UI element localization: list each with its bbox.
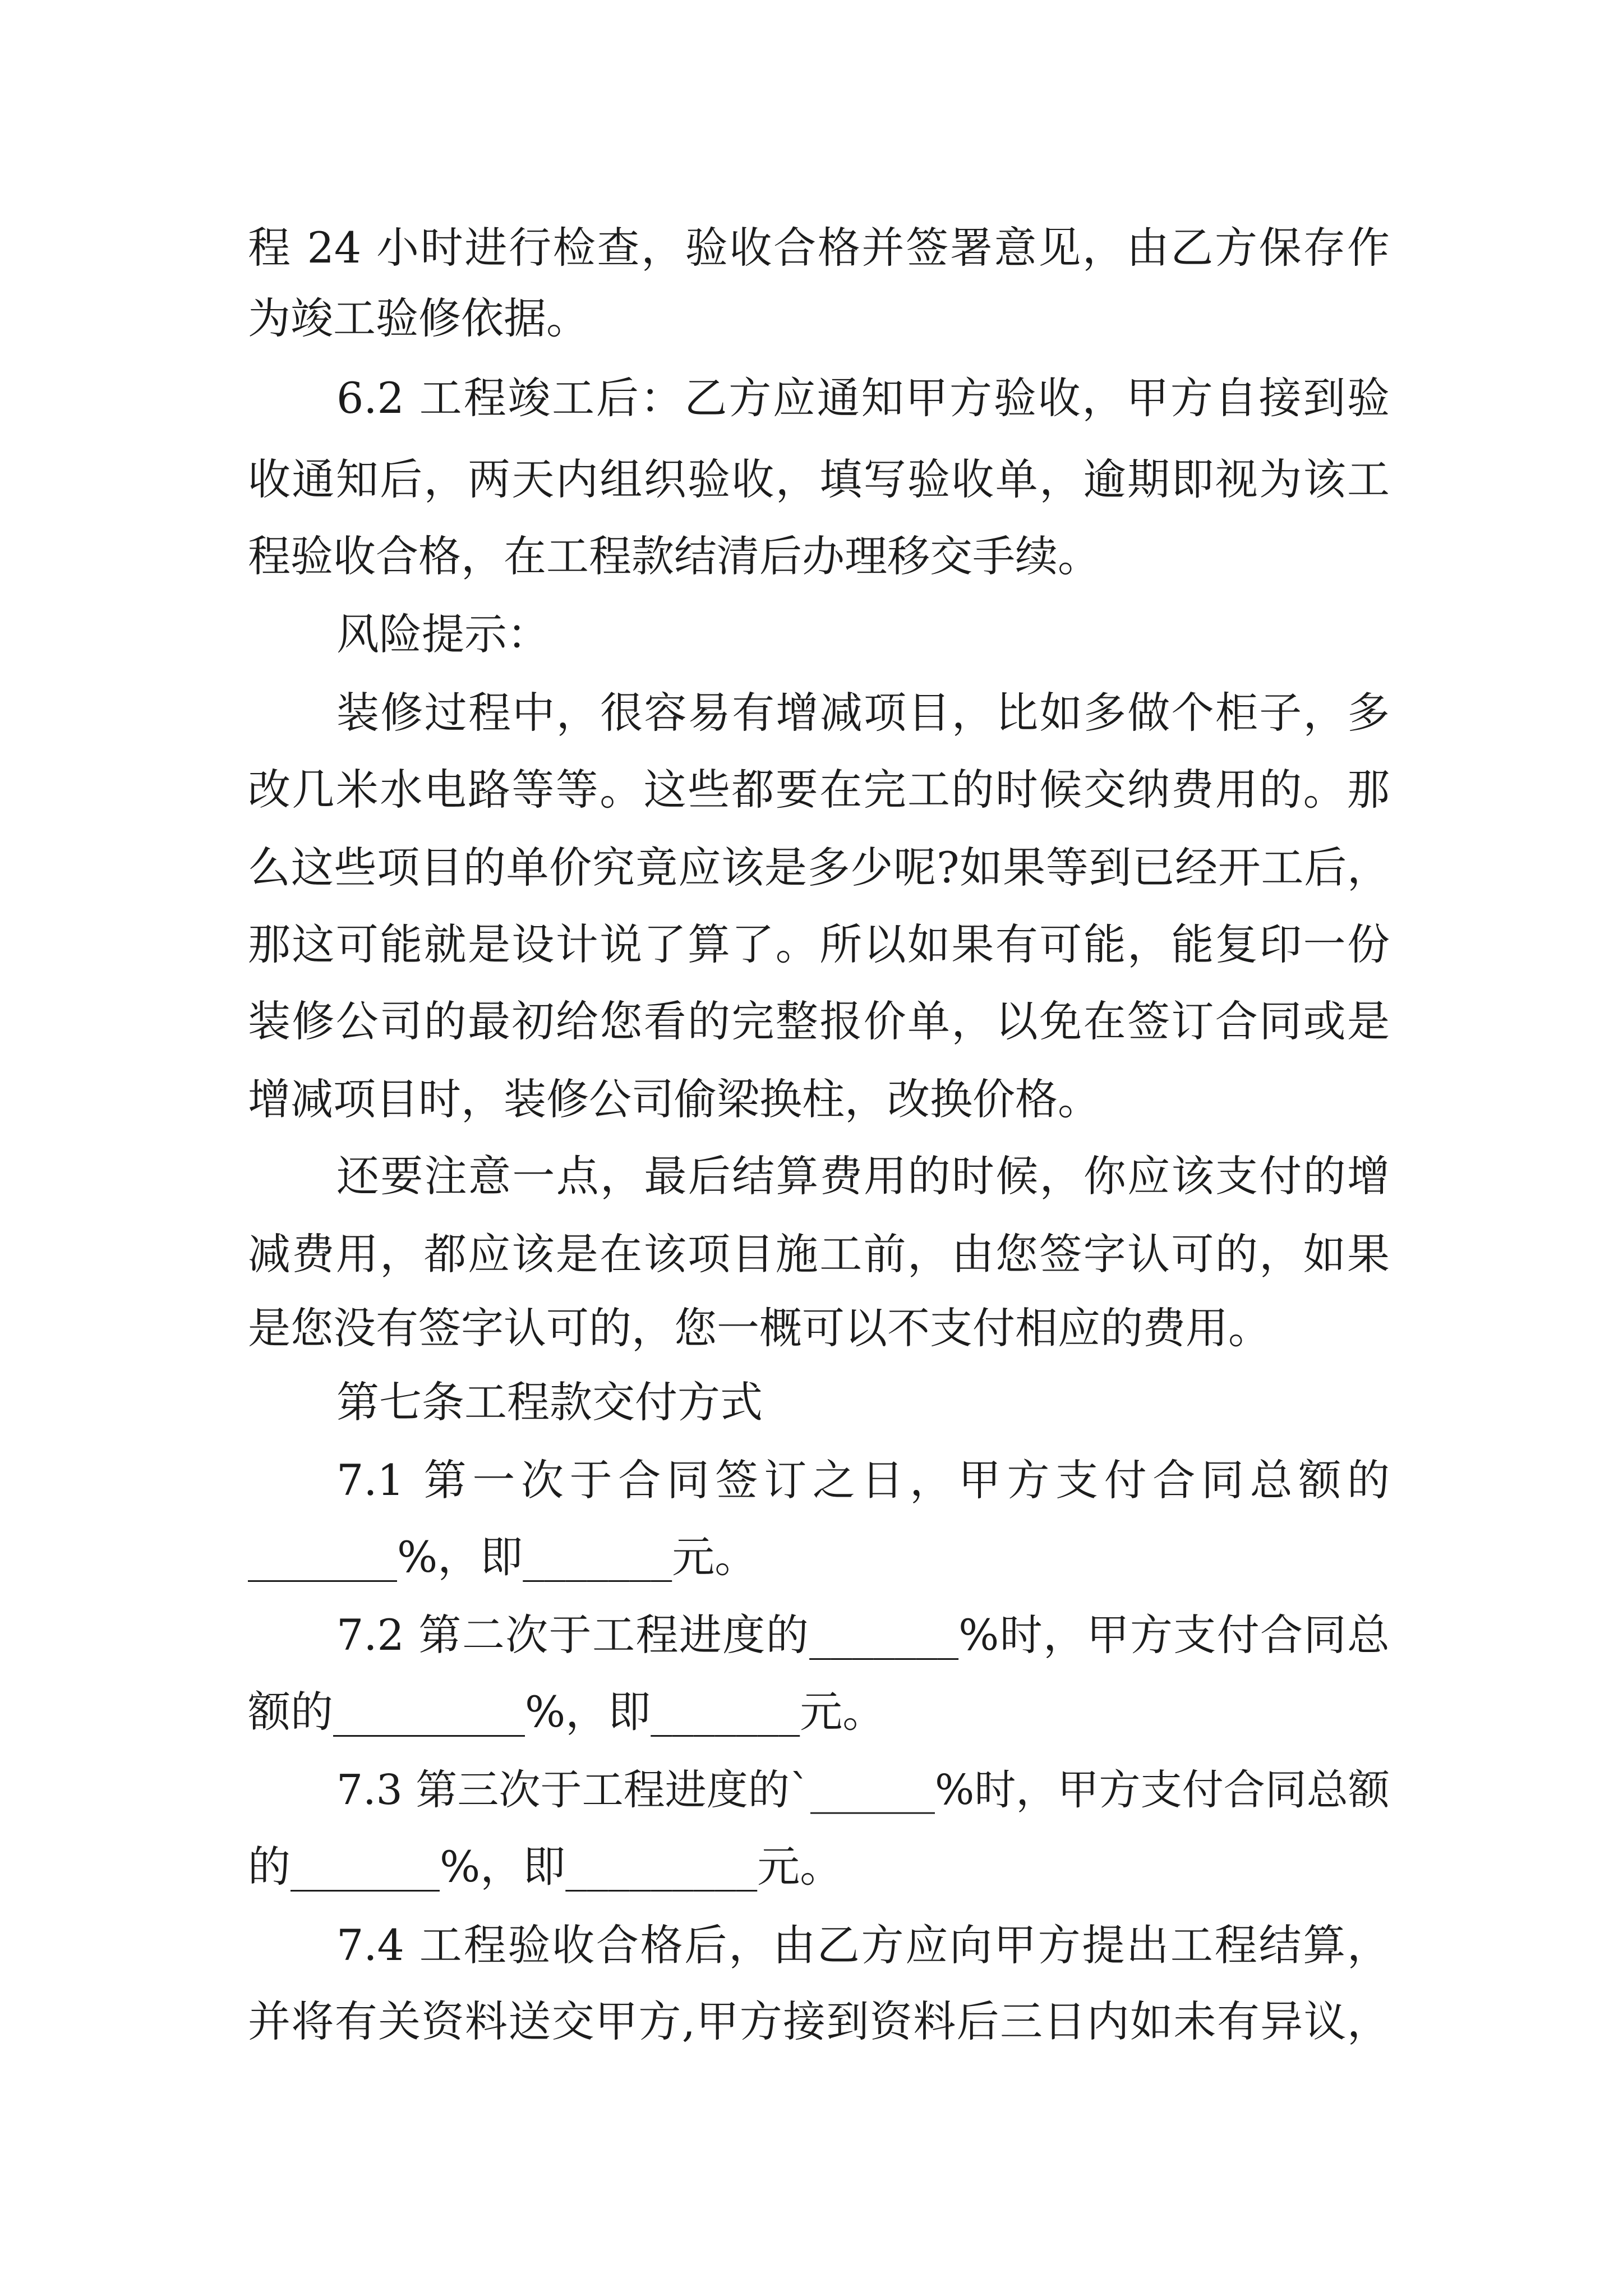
text-line: 减费用，都应该是在该项目施工前，由您签字认可的，如果 — [248, 1229, 1390, 1279]
text-line: 为竣工验修依据。 — [248, 293, 589, 343]
text-line: 7.4 工程验收合格后，由乙方应向甲方提出工程结算， — [336, 1920, 1390, 1970]
text-line: 收通知后，两天内组织验收，填写验收单，逾期即视为该工 — [248, 454, 1390, 504]
text-line: 增减项目时，装修公司偷梁换柱，改换价格。 — [248, 1074, 1100, 1124]
text-line: 6.2 工程竣工后：乙方应通知甲方验收，甲方自接到验 — [336, 373, 1390, 423]
text-line: 额的_________%，即_______元。 — [248, 1687, 886, 1737]
text-line: 装修过程中，很容易有增减项目，比如多做个柜子，多 — [336, 688, 1390, 738]
text-line: 7.2 第二次于工程进度的_______%时，甲方支付合同总 — [336, 1610, 1390, 1660]
section-heading: 第七条工程款交付方式 — [336, 1377, 763, 1427]
text-line: 那这可能就是设计说了算了。所以如果有可能，能复印一份 — [248, 919, 1390, 969]
text-line: 改几米水电路等等。这些都要在完工的时候交纳费用的。那 — [248, 765, 1390, 815]
text-line: 程验收合格，在工程款结清后办理移交手续。 — [248, 531, 1100, 581]
text-line: 么这些项目的单价究竟应该是多少呢?如果等到已经开工后， — [248, 843, 1390, 892]
text-line: 装修公司的最初给您看的完整报价单，以免在签订合同或是 — [248, 996, 1390, 1046]
text-line: 7.1 第一次于合同签订之日，甲方支付合同总额的 — [336, 1455, 1390, 1505]
text-line: 风险提示： — [336, 609, 550, 659]
text-line: 的_______%，即_________元。 — [248, 1842, 843, 1892]
text-line: 并将有关资料送交甲方,甲方接到资料后三日内如未有异议， — [248, 1996, 1390, 2046]
text-line: 7.3 第三次于工程进度的`______%时，甲方支付合同总额 — [336, 1766, 1390, 1814]
text-line: _______%，即_______元。 — [248, 1532, 758, 1582]
text-line: 还要注意一点，最后结算费用的时候，你应该支付的增 — [336, 1151, 1390, 1201]
text-line: 是您没有签字认可的，您一概可以不支付相应的费用。 — [248, 1303, 1271, 1353]
text-line: 程 24 小时进行检查，验收合格并签署意见，由乙方保存作 — [248, 223, 1390, 273]
